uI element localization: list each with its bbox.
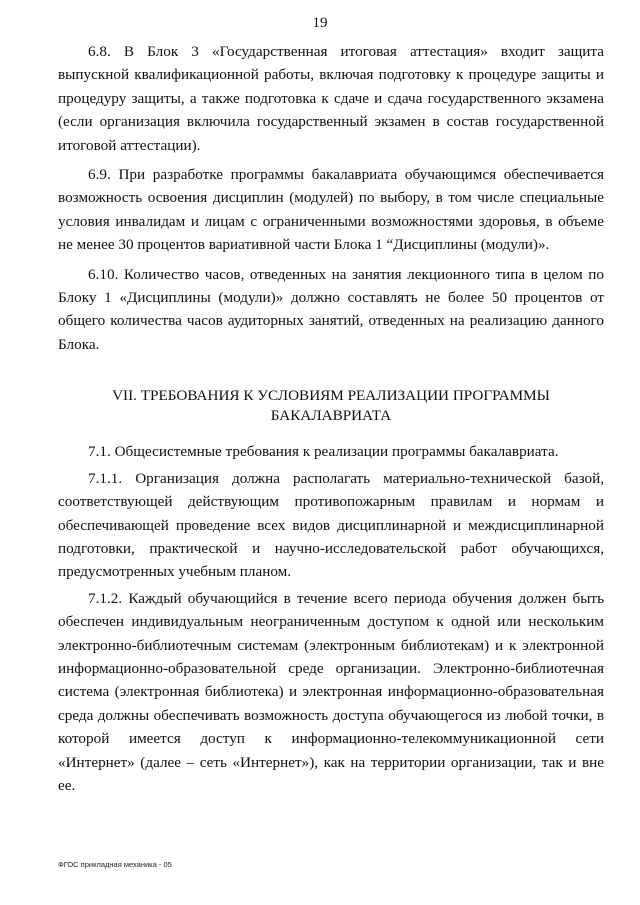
- document-body: [58, 40, 604, 797]
- paragraph-6-9: 6.9. При разработке программы бакалавриата обучающимся обеспечивается возможность освоения дисциплин (модулей) по выбору, в том числе специальные условия инвалидам и лицам с ограниченными возможностями здоровья, в объеме не менее 30 процентов вариативной части Блока 1 “Дисциплины (модули)».: [58, 166, 604, 254]
- section-heading-line-1: VII. ТРЕБОВАНИЯ К УСЛОВИЯМ РЕАЛИЗАЦИИ ПРОГРАММЫ: [112, 387, 550, 405]
- paragraph-6-8: 6.8. В Блок 3 «Государственная итоговая аттестация» входит защита выпускной квалификационной работы, включая подготовку к процедуре защиты и процедуру защиты, а также подготовка к сдаче и сдача государственного экзамена (если организация включила государственный экзамен в состав государственной итоговой аттестации).: [58, 43, 604, 154]
- footer-text: ФГОС прикладная механика - 05: [58, 860, 172, 869]
- paragraph-7-1-1: 7.1.1. Организация должна располагать материально-технической базой, соответствующей действующим противопожарным правилам и нормам и обеспечивающей проведение всех видов дисциплинарной и междисциплинарной подготовки, практической и научно-исследовательской работ обучающихся, предусмотренных учебным планом.: [58, 469, 604, 581]
- section-heading-line-2: БАКАЛАВРИАТА: [270, 407, 392, 425]
- page-number: 19: [312, 15, 328, 31]
- section-heading: [58, 386, 604, 426]
- paragraph-7-1: 7.1. Общесистемные требования к реализации программы бакалавриата.: [88, 443, 559, 461]
- paragraph-7-1-2: 7.1.2. Каждый обучающийся в течение всего периода обучения должен быть обеспечен индивидуальным неограниченным доступом к одной или нескольким электронно-библиотечным системам (электронным библиотекам) и к электронной информационно-образовательной среде организации. Электронно-библиотечная система (электронная библиотека) и электронная информационно-образовательная среда должны обеспечивать возможность доступа обучающегося из любой точки, в которой имеется доступ к информационно-телекоммуникационной сети «Интернет» (далее – сеть «Интернет»), как на территории организации, так и вне ее.: [58, 589, 604, 794]
- paragraph-6-10: 6.10. Количество часов, отведенных на занятия лекционного типа в целом по Блоку 1 «Дисциплины (модули)» должно составлять не более 50 процентов от общего количества часов аудиторных занятий, отведенных на реализацию данного Блока.: [58, 265, 604, 353]
